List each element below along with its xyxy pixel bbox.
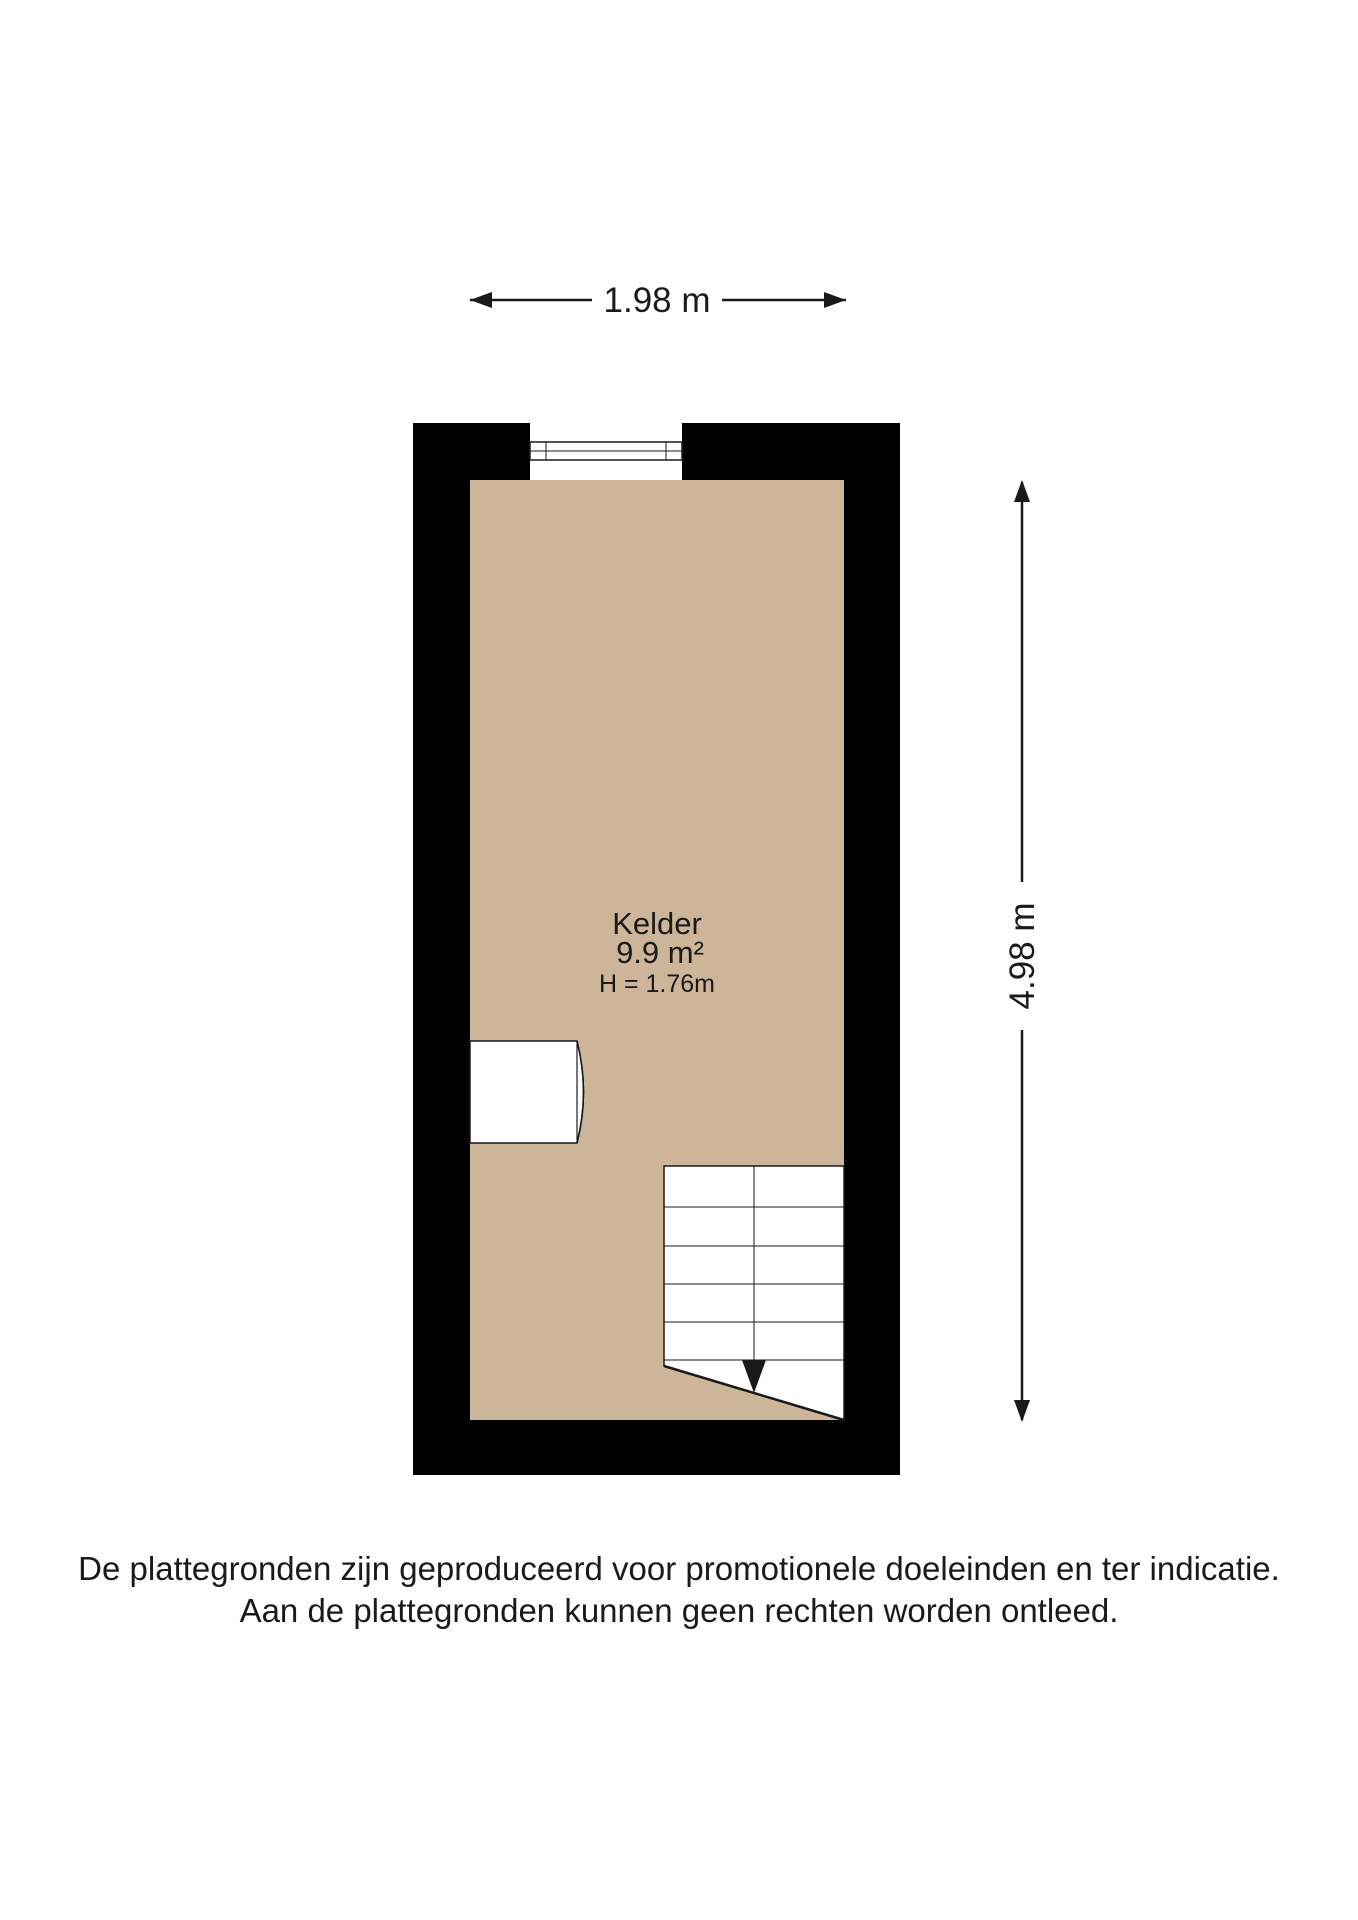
arrow-down-icon xyxy=(1014,1400,1030,1422)
width-dimension xyxy=(470,281,846,320)
arrow-up-icon xyxy=(1014,480,1030,502)
disclaimer-line-1: De plattegronden zijn geproduceerd voor promotionele doeleinden en ter indicatie. xyxy=(78,1550,1280,1587)
disclaimer-line-2: Aan de plattegronden kunnen geen rechten worden ontleed. xyxy=(239,1592,1119,1629)
room-name: Kelder xyxy=(612,906,702,941)
arrow-left-icon xyxy=(470,292,492,308)
window xyxy=(530,423,682,480)
fixture-unit xyxy=(470,1041,584,1143)
room-height: H = 1.76m xyxy=(598,970,716,998)
disclaimer xyxy=(0,1548,1358,1632)
width-label: 1.98 m xyxy=(603,281,711,320)
arrow-right-icon xyxy=(824,292,846,308)
room-label xyxy=(599,906,715,998)
depth-label: 4.98 m xyxy=(1003,902,1042,1010)
depth-dimension xyxy=(1003,480,1042,1422)
room-area: 9.9 m² xyxy=(616,935,704,970)
